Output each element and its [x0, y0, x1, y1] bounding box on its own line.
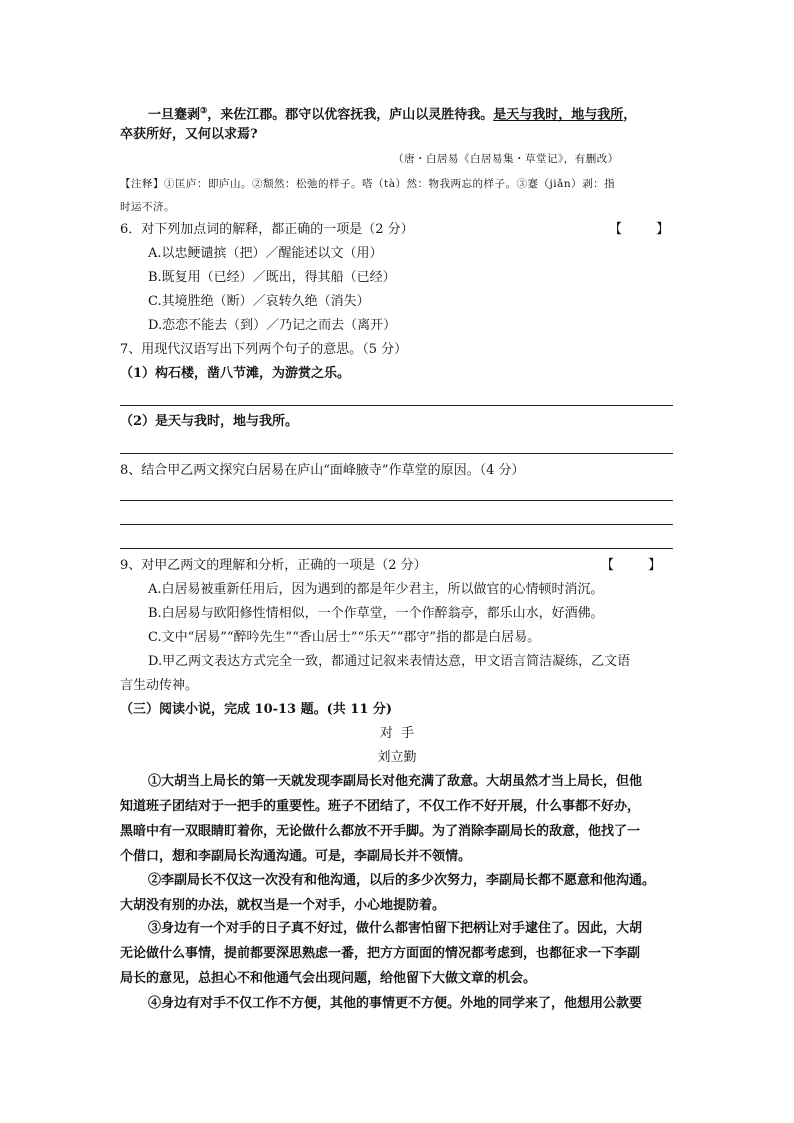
passage-note-line-2: 时运不济。	[120, 201, 175, 213]
passage-source: （唐・白居易《白居易集・草堂记》，有删改）	[393, 153, 619, 165]
q9-option-d-line-2: 言生动传神。	[120, 678, 199, 693]
q9-stem: 9、对甲乙两文的理解和分析，正确的一项是（2 分）	[120, 558, 427, 573]
q7-answer-line-1[interactable]	[120, 405, 673, 406]
story-p3-line-1: ③身边有一个对手的日子真不好过，做什么都害怕留下把柄让对手逮住了。因此，大胡	[148, 921, 643, 936]
q6-option-b: B.既复用（已经）／既出，得其船（已经）	[148, 270, 396, 285]
passage-line-2: 卒获所好，又何以求焉?	[120, 127, 258, 142]
q6-answer-bracket[interactable]: 【 】	[609, 222, 670, 237]
q7-stem: 7、用现代汉语写出下列两个句子的意思。（5 分）	[120, 342, 408, 357]
q8-answer-line-1[interactable]	[120, 500, 673, 501]
story-p3-line-3: 局长的意见，总担心不和他通气会出现问题，给他留下大做文章的机会。	[120, 971, 537, 986]
passage-line-1: 一旦蹇剥③，来佐江郡。郡守以优容抚我，庐山以灵胜待我。是天与我时，地与我所，	[148, 105, 637, 123]
q6-stem: 6．对下列加点词的解释，都正确的一项是（2 分）	[120, 222, 414, 237]
story-p3-line-2: 无论做什么事情，提前都要深思熟虑一番，把方方面面的情况都考虑到，也都征求一下李副	[120, 946, 641, 961]
story-author: 刘立勤	[377, 750, 417, 765]
q6-option-d: D.恋恋不能去（到）／乃记之而去（离开）	[148, 318, 397, 333]
q9-option-a: A.白居易被重新任用后，因为遇到的都是年少君主，所以做官的心情顿时消沉。	[148, 582, 604, 597]
story-p1-line-1: ①大胡当上局长的第一天就发现李副局长对他充满了敌意。大胡虽然才当上局长，但他	[148, 774, 643, 789]
q8-stem: 8、结合甲乙两文探究白居易在庐山“面峰腋寺”作草堂的原因。（4 分）	[120, 463, 525, 478]
q8-answer-line-3[interactable]	[120, 548, 673, 549]
q9-option-b: B.白居易与欧阳修性情相似，一个作草堂，一个作醉翁亭，都乐山水，好酒佛。	[148, 606, 604, 621]
story-title: 对 手	[379, 726, 415, 741]
q9-option-c: C.文中“居易”“醉吟先生”“香山居士”“乐天”“郡守”指的都是白居易。	[148, 630, 541, 645]
story-p1-line-4: 个借口，想和李副局长沟通沟通。可是，李副局长并不领情。	[120, 849, 472, 864]
q7-answer-line-2[interactable]	[120, 453, 673, 454]
story-p2-line-1: ②李副局长不仅这一次没有和他沟通，以后的多少次努力，李副局长都不愿意和他沟通。	[148, 873, 656, 888]
q8-answer-line-2[interactable]	[120, 524, 673, 525]
q6-option-a: A.以忠鲠谴摈（把）／醒能述以文（用）	[148, 246, 383, 261]
q6-option-c: C.其境胜绝（断）／哀转久绝（消失）	[148, 294, 370, 309]
q7-sentence-2: （2）是天与我时，地与我所。	[120, 414, 299, 429]
section-3-heading: （三）阅读小说，完成 10-13 题。(共 11 分)	[120, 702, 393, 717]
story-p4-line-1: ④身边有对手不仅工作不方便，其他的事情更不方便。外地的同学来了，他想用公款要	[148, 996, 643, 1011]
story-p2-line-2: 大胡没有别的办法，就权当是一个对手，小心地提防着。	[120, 898, 446, 913]
q9-answer-bracket[interactable]: 【 】	[601, 558, 662, 573]
q7-sentence-1: （1）构石楼，凿八节滩，为游赏之乐。	[120, 366, 351, 381]
story-p1-line-3: 黑暗中有一双眼睛盯着你，无论做什么都放不开手脚。为了消除李副局长的敌意，他找了一	[120, 824, 641, 839]
passage-note-line-1: 【注释】①匡庐：即庐山。②颓然：松弛的样子。嗒（tà）然：物我两忘的样子。③蹇（jiǎn）剥：指	[120, 178, 616, 190]
q9-option-d-line-1: D.甲乙两文表达方式完全一致，都通过记叙来表情达意，甲文语言简洁凝练，乙文语	[148, 654, 631, 669]
story-p1-line-2: 知道班子团结对于一把手的重要性。班子不团结了，不仅工作不好开展，什么事都不好办，	[120, 799, 641, 814]
